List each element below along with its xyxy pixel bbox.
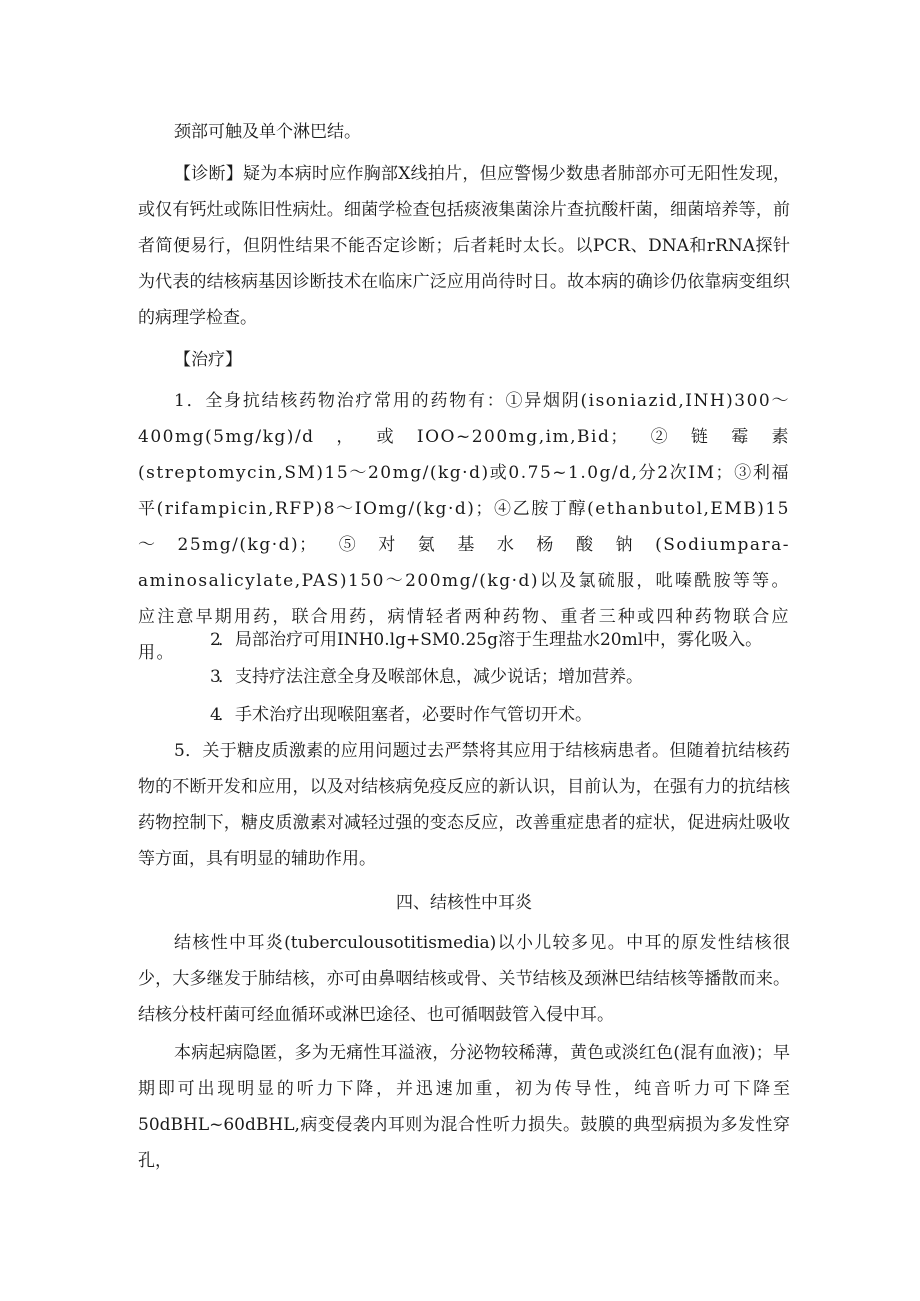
list-number: 2: [210, 630, 221, 650]
list-text: ．支持疗法注意全身及喉部休息，减少说话；增加营养。: [218, 667, 643, 687]
list-item-supportive-therapy: [138, 659, 790, 695]
list-item-local-treatment: [138, 622, 790, 658]
paragraph-lymph-node: 颈部可触及单个淋巴结。: [174, 122, 361, 142]
list-text: ．局部治疗可用INH0.lg+SM0.25g溶于生理盐水20ml中，雾化吸入。: [218, 630, 763, 650]
section-heading-tuberculous-otitis: 四、结核性中耳炎: [396, 893, 532, 913]
list-item-surgery: [138, 697, 790, 733]
paragraph-diagnosis: 【诊断】疑为本病时应作胸部X线拍片，但应警惕少数患者肺部亦可无阳性发现，或仅有钙灶或陈旧性病灶。细菌学检查包括痰液集菌涂片查抗酸杆菌，细菌培养等，前者简便易行，但阴性结果不能否定诊断；后者耗时太长。以PCR、DNA和rRNA探针为代表的结核病基因诊断技术在临床广泛应用尚待时日。故本病的确诊仍依靠病变组织的病理学检查。: [138, 164, 790, 328]
list-text: ．手术治疗出现喉阻塞者，必要时作气管切开术。: [218, 705, 592, 725]
list-number: 4: [210, 705, 221, 725]
heading-treatment: 【治疗】: [174, 350, 242, 370]
paragraph-otitis-intro: 结核性中耳炎(tuberculousotitismedia)以小儿较多见。中耳的原发性结核很少，大多继发于肺结核，亦可由鼻咽结核或骨、关节结核及颈淋巴结结核等播散而来。结核分枝杆菌可经血循环或淋巴途径、也可循咽鼓管入侵中耳。: [138, 933, 790, 1025]
list-number: 3: [210, 667, 221, 687]
paragraph-systemic-drugs: 1．全身抗结核药物治疗常用的药物有：①异烟阴(isoniazid,INH)300～400mg(5mg/kg)/d，或IOO~200mg,im,Bid；②链霉素(streptomycin,SM)15～20mg/(kg·d)或0.75~1.0g/d,分2次IM；③利福平(rifampicin,RFP)8～IOmg/(kg·d)；④乙胺丁醇(ethanbutol,EMB)15～25mg/(kg·d)；⑤对氨基水杨酸钠(Sodiumpara-aminosalicylate,PAS)150～200mg/(kg·d)以及氯硫服，吡嗪酰胺等等。应注意早期用药，联合用药，病情轻者两种药物、重者三种或四种药物联合应用。: [138, 391, 790, 663]
paragraph-glucocorticoids: 5．关于糖皮质激素的应用问题过去严禁将其应用于结核病患者。但随着抗结核药物的不断开发和应用，以及对结核病免疫反应的新认识，目前认为，在强有力的抗结核药物控制下，糖皮质激素对减轻过强的变态反应，改善重症患者的症状，促进病灶吸收等方面，具有明显的辅助作用。: [138, 741, 790, 869]
paragraph-otitis-symptoms: 本病起病隐匿，多为无痛性耳溢液，分泌物较稀薄，黄色或淡红色(混有血液)；早期即可出现明显的听力下降，并迅速加重，初为传导性，纯音听力可下降至50dBHL~60dBHL,病变侵袭内耳则为混合性听力损失。鼓膜的典型病损为多发性穿孔，: [138, 1043, 790, 1171]
